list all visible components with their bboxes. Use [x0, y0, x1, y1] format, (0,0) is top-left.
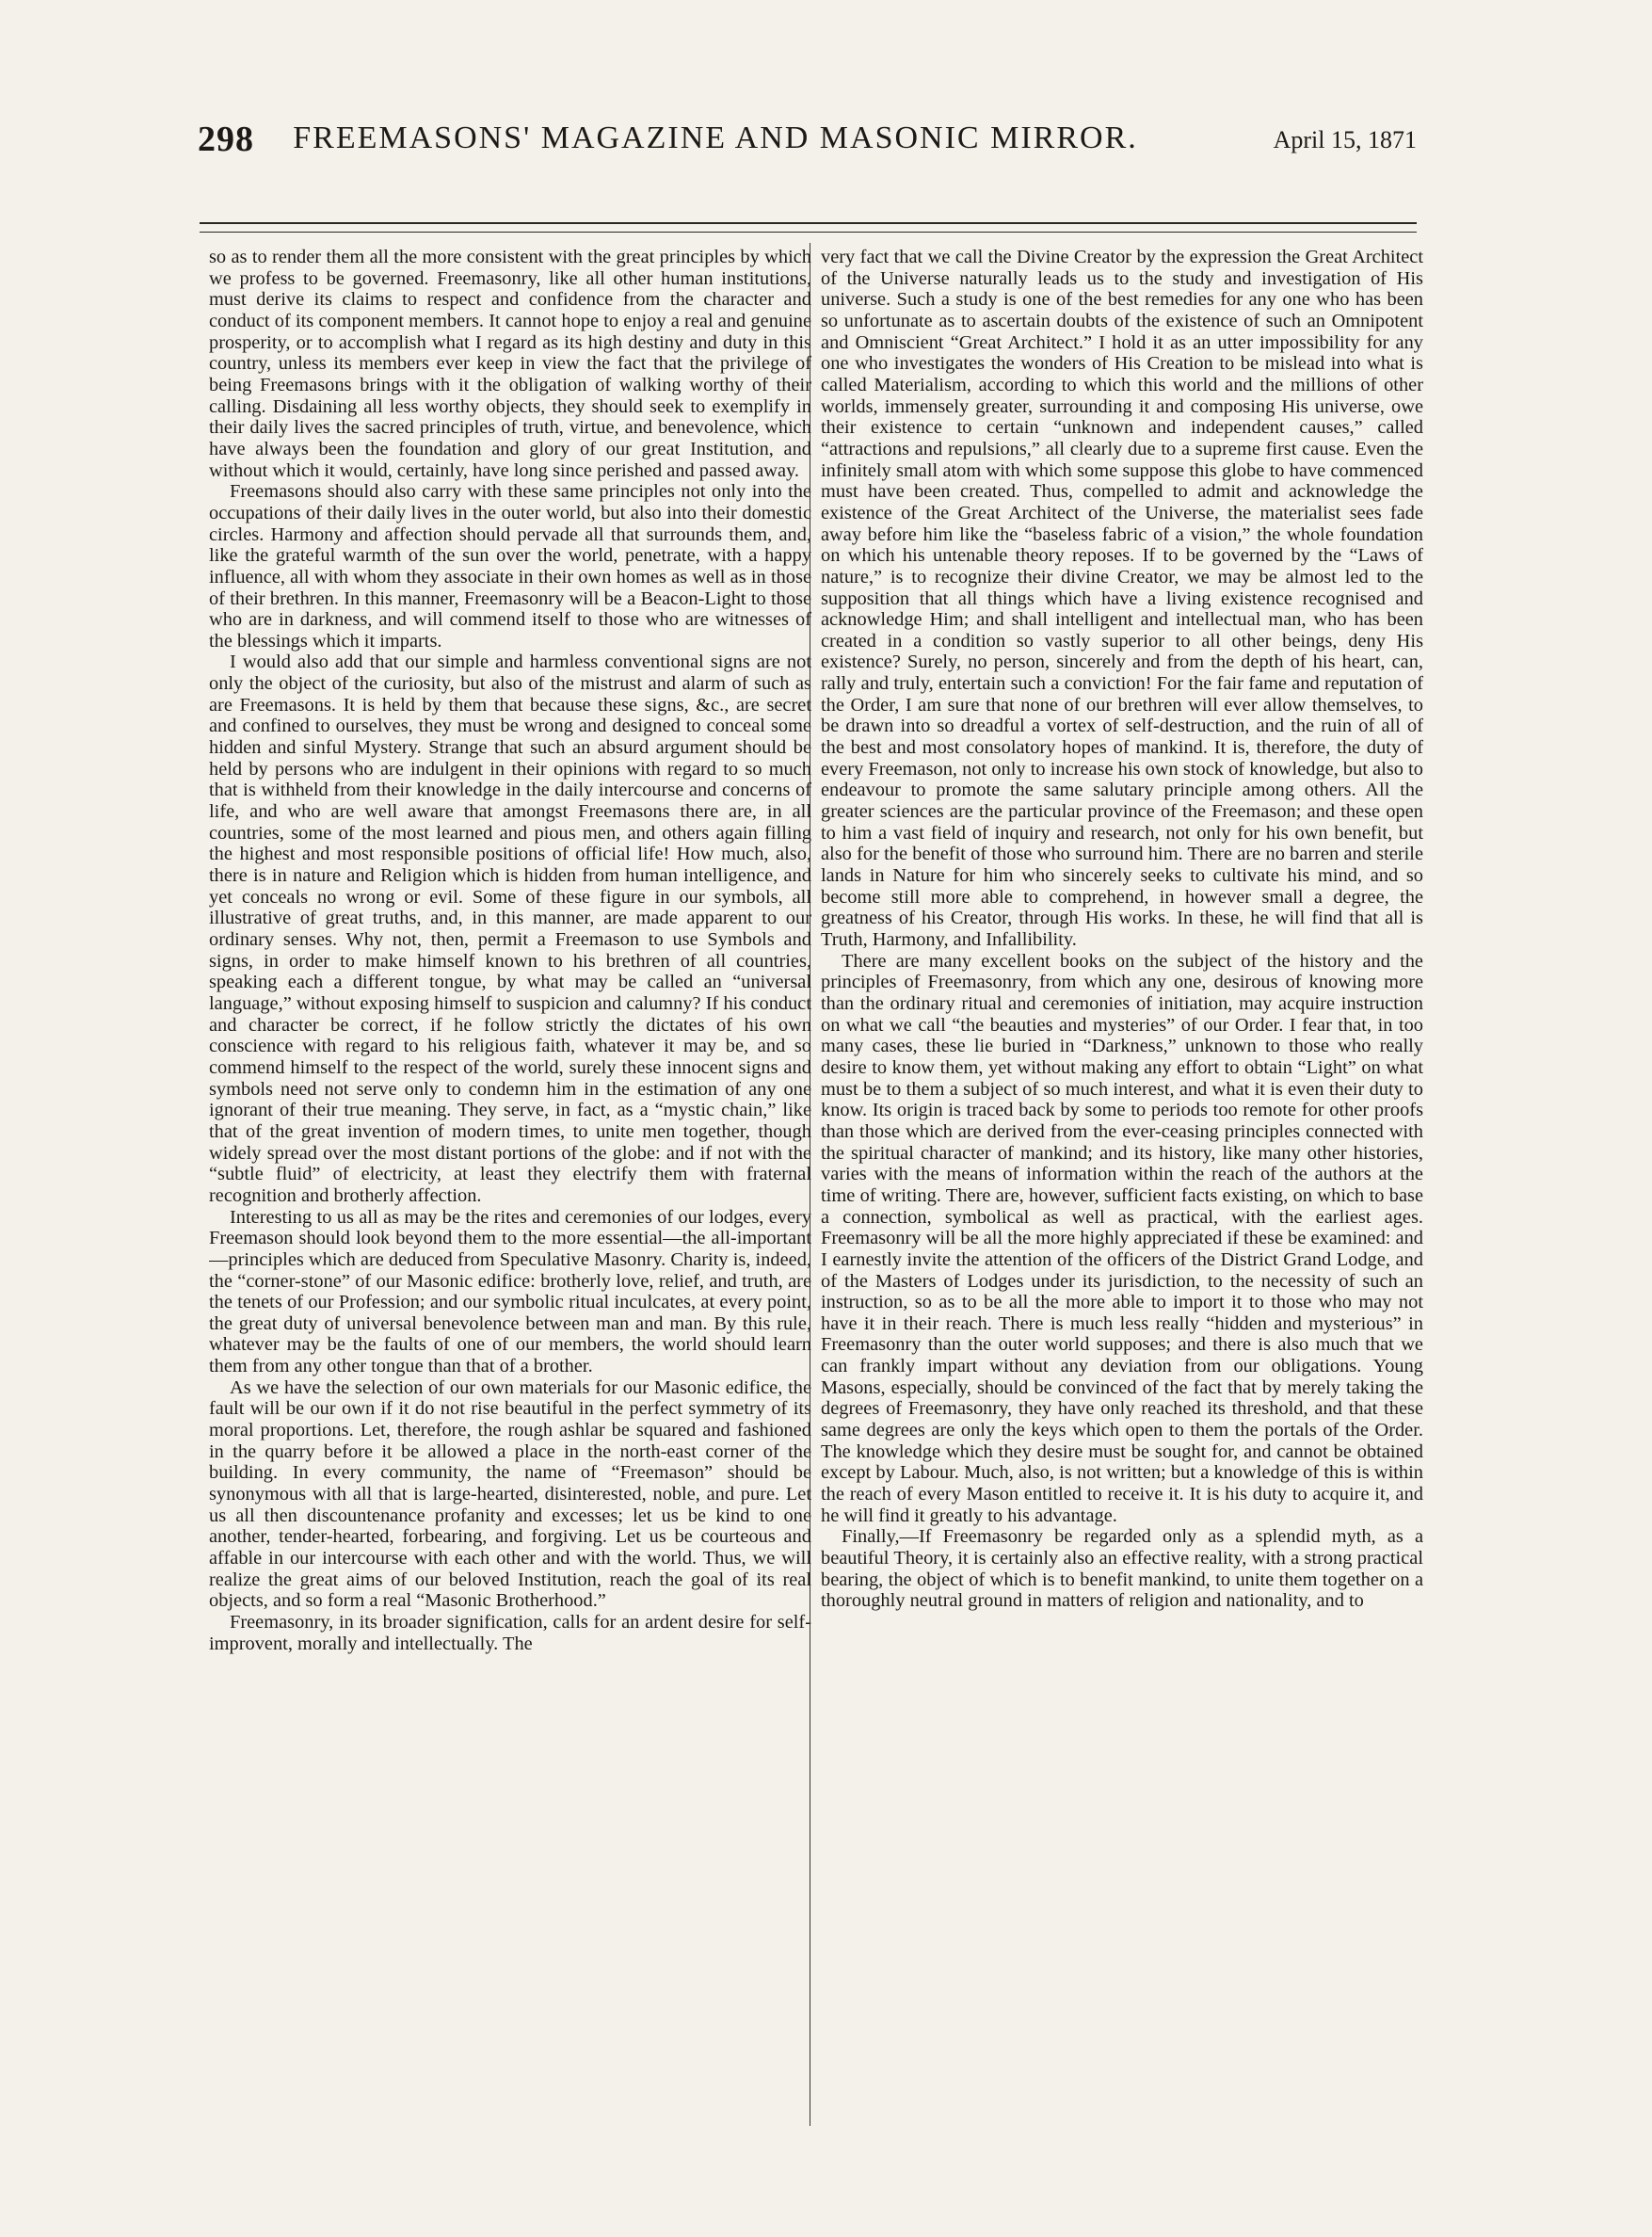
right-paragraph-3: Finally,—If Freemasonry be regarded only as a splendid myth, as a beautiful Theory, it is certainly also an effective reality, with a strong practical bearing, the object of which is to benefit mankind, to unite them together on a thoroughly neutral ground in matters of religion and nationality, and to: [821, 1526, 1423, 1612]
left-paragraph-6: Freemasonry, in its broader signification, calls for an ardent desire for self-improvent, morally and intellectually. The: [209, 1612, 811, 1654]
issue-date: April 15, 1871: [1273, 126, 1417, 153]
page-header: [198, 119, 1417, 171]
left-paragraph-4: Interesting to us all as may be the rites and ceremonies of our lodges, every Freemason should look beyond them to the more essential—the all-important—principles which are deduced from Speculative Masonry. Charity is, indeed, the “corner-stone” of our Masonic edifice: brotherly love, relief, and truth, are the tenets of our Profession; and our symbolic ritual inculcates, at every point, the great duty of universal benevolence between man and man. By this rule, whatever may be the faults of one of our members, the world should learn them from any other tongue than that of a brother.: [209, 1206, 811, 1377]
header-rule-thin: [200, 232, 1417, 233]
left-column: [209, 247, 811, 2167]
right-paragraph-1: very fact that we call the Divine Creator by the expression the Great Architect of the Universe naturally leads us to the study and investigation of His universe. Such a study is one of the best remedies for any one who has been so unfortunate as to ascertain doubts of the existence of such an Omnipotent and Omniscient “Great Architect.” I hold it as an utter impossibility for any one who investigates the wonders of His Creation to be mislead into what is called Materialism, according to which this world and the millions of other worlds, immensely greater, surrounding it and composing His universe, owe their existence to certain “unknown and independent causes,” called “attractions and repulsions,” all clearly due to a supreme first cause. Even the infinitely small atom with which some suppose this globe to have commenced must have been created. Thus, compelled to admit and acknowledge the existence of the Great Architect of the Universe, the materialist sees fade away before him like the “baseless fabric of a vision,” the whole foundation on which his untenable theory reposes. If to be governed by the “Laws of nature,” is to recognize their divine Creator, we may be almost led to the supposition that all things which have a living existence recognised and acknowledge Him; and shall intelligent and intellectual man, who has been created in a condition so vastly superior to all other beings, deny His existence? Surely, no person, sincerely and from the depth of his heart, can, rally and truly, entertain such a conviction! For the fair fame and reputation of the Order, I am sure that none of our brethren will ever allow themselves, to be drawn into so dreadful a vortex of self-destruction, and the ruin of all of the best and most consolatory hopes of mankind. It is, therefore, the duty of every Freemason, not only to increase his own stock of knowledge, but also to endeavour to promote the same salutary principle among others. All the greater sciences are the particular province of the Freemason; and these open to him a vast field of inquiry and research, not only for his own benefit, but also for the benefit of those who surround him. There are no barren and sterile lands in Nature for him who sincerely seeks to cultivate his mind, and so become still more able to comprehend, in however small a degree, the greatness of his Creator, through His works. In these, he will find that all is Truth, Harmony, and Infallibility.: [821, 247, 1423, 950]
masthead-title: FREEMASONS' MAGAZINE AND MASONIC MIRROR.: [293, 121, 1138, 155]
left-paragraph-1: so as to render them all the more consistent with the great principles by which we profess to be governed. Freemasonry, like all other human institutions, must derive its claims to respect and confidence from the character and conduct of its component members. It cannot hope to enjoy a real and genuine prosperity, or to accomplish what I regard as its high destiny and duty in this country, unless its members ever keep in view the fact that the privilege of being Freemasons brings with it the obligation of walking worthy of their calling. Disdaining all less worthy objects, they should seek to exemplify in their daily lives the sacred principles of truth, virtue, and benevolence, which have always been the foundation and glory of our great Institution, and without which it would, certainly, have long since perished and passed away.: [209, 247, 811, 481]
header-rule-thick: [200, 222, 1417, 224]
right-paragraph-2: There are many excellent books on the subject of the history and the principles of Freemasonry, from which any one, desirous of knowing more than the ordinary ritual and ceremonies of initiation, may acquire instruction on what we call “the beauties and mysteries” of our Order. I fear that, in too many cases, these lie buried in “Darkness,” unknown to those who really desire to know them, yet without making any effort to obtain “Light” on what must be to them a subject of so much interest, and what it is even their duty to know. Its origin is traced back by some to periods too remote for other proofs than those which are derived from the ever-ceasing principles connected with the spiritual character of mankind; and its history, like many other histories, varies with the means of information within the reach of the authors at the time of writing. There are, however, sufficient facts existing, on which to base a connection, symbolical as well as practical, with the earliest ages. Freemasonry will be all the more highly appreciated if these be examined: and I earnestly invite the attention of the officers of the District Grand Lodge, and of the Masters of Lodges under its jurisdiction, to the necessity of such an instruction, so as to be all the more able to import it to those who may not have it in their reach. There is much less really “hidden and mysterious” in Freemasonry than the outer world supposes; and there is also much that we can frankly impart without any deviation from our obligations. Young Masons, especially, should be convinced of the fact that by merely taking the degrees of Freemasonry, they have only reached its threshold, and that these same degrees are only the keys which open to them the portals of the Order. The knowledge which they desire must be sought for, and cannot be obtained except by Labour. Much, also, is not written; but a knowledge of this is within the reach of every Mason entitled to receive it. It is his duty to acquire it, and he will find it greatly to his advantage.: [821, 950, 1423, 1526]
right-column: [821, 247, 1423, 2167]
left-paragraph-5: As we have the selection of our own materials for our Masonic edifice, the fault will be our own if it do not rise beautiful in the perfect symmetry of its moral proportions. Let, therefore, the rough ashlar be squared and fashioned in the quarry before it be allowed a place in the north-east corner of the building. In every community, the name of “Freemason” should be synonymous with all that is large-hearted, disinterested, noble, and pure. Let us all then discountenance profanity and excesses; let us be kind to one another, tender-hearted, forbearing, and forgiving. Let us be courteous and affable in our intercourse with each other and with the world. Thus, we will realize the great aims of our beloved Institution, reach the goal of its real objects, and so form a real “Masonic Brotherhood.”: [209, 1376, 811, 1612]
page-number: 298: [198, 120, 254, 159]
left-paragraph-3: I would also add that our simple and harmless conventional signs are not only the object of the curiosity, but also of the mistrust and alarm of such as are Freemasons. It is held by them that because these signs, &c., are secret and confined to ourselves, they must be wrong and designed to conceal some hidden and sinful Mystery. Strange that such an absurd argument should be held by persons who are indulgent in their opinions with regard to so much that is withheld from their knowledge in the daily intercourse and concerns of life, and who are well aware that amongst Freemasons there are, in all countries, some of the most learned and pious men, and others again filling the highest and most responsible positions of official life! How much, also, there is in nature and Religion which is hidden from human intelligence, and yet conceals no wrong or evil. Some of these figure in our symbols, all illustrative of great truths, and, in this manner, are made apparent to our ordinary senses. Why not, then, permit a Freemason to use Symbols and signs, in order to make himself known to his brethren of all countries, speaking each a different tongue, by what may be called an “universal language,” without exposing himself to suspicion and calumny? If his conduct and character be correct, if he follow strictly the dictates of his own conscience with regard to his religious faith, whatever it may be, and so commend himself to the respect of the world, surely these innocent signs and symbols need not serve only to condemn him in the estimation of any one ignorant of their true meaning. They serve, in fact, as a “mystic chain,” like that of the great invention of modern times, to unite men together, though widely spread over the most distant portions of the globe: and if not with the “subtle fluid” of electricity, at least they electrify them with fraternal recognition and brotherly affection.: [209, 652, 811, 1206]
left-paragraph-2: Freemasons should also carry with these same principles not only into the occupations of their daily lives in the outer world, but also into their domestic circles. Harmony and affection should pervade all that surrounds them, and, like the grateful warmth of the sun over the world, penetrate, with a happy influence, all with whom they associate in their own homes as well as in those of their brethren. In this manner, Freemasonry will be a Beacon-Light to those who are in darkness, and will commend itself to those who are witnesses of the blessings which it imparts.: [209, 481, 811, 652]
